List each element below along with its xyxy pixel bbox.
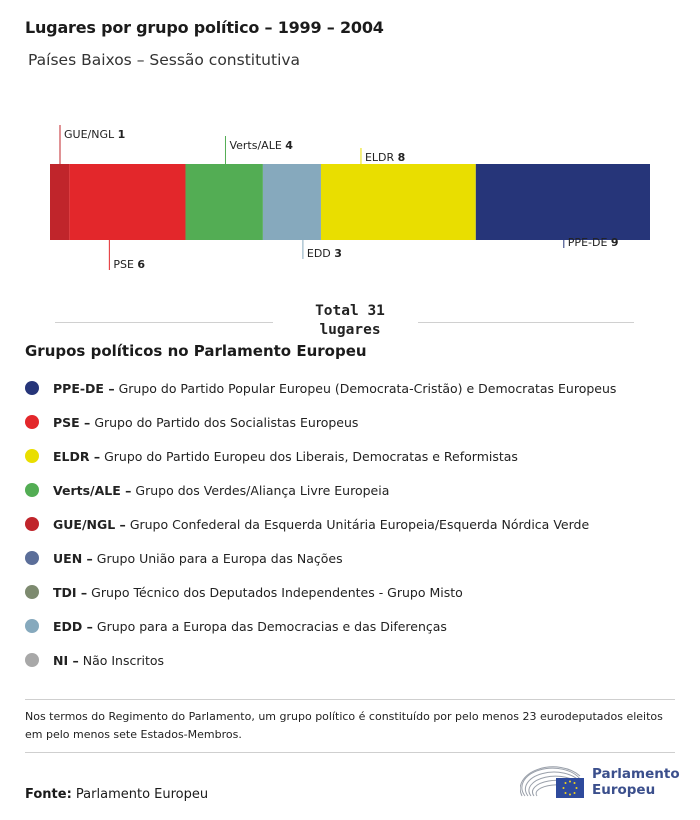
page-subtitle: Países Baixos – Sessão constitutiva	[28, 51, 301, 69]
legend-group-name: Grupo do Partido Popular Europeu (Democrata-Cristão) e Democratas Europeus	[118, 380, 617, 396]
legend-title: Grupos políticos no Parlamento Europeu	[25, 342, 367, 360]
total-seats-unit: lugares	[319, 322, 381, 338]
legend-color-dot	[25, 381, 39, 395]
footnote: Nos termos do Regimento do Parlamento, um grupo político é constituído por pelo menos 23 eurodeputados eleitos em pelo menos sete Estados-Membros.	[25, 710, 663, 741]
legend-group-name: Grupo Técnico dos Deputados Independentes - Grupo Misto	[91, 584, 463, 600]
legend-item	[25, 473, 616, 507]
bar-segment	[321, 164, 476, 240]
legend-color-dot	[25, 449, 39, 463]
legend-color-dot	[25, 483, 39, 497]
legend-color-dot	[25, 551, 39, 565]
legend-group-name: Grupo União para a Europa das Nações	[96, 550, 343, 566]
bar-segment	[50, 164, 69, 240]
legend-abbreviation: EDD –	[53, 618, 93, 634]
bar-label-value: 1	[117, 128, 126, 141]
legend-item	[25, 575, 616, 609]
bar-segment	[263, 164, 321, 240]
legend-group-name: Grupo para a Europa das Democracias e das Diferenças	[96, 618, 447, 634]
legend-group-name: Grupo dos Verdes/Aliança Livre Europeia	[135, 482, 390, 498]
legend-color-dot	[25, 517, 39, 531]
legend-abbreviation: NI –	[53, 652, 79, 668]
parliament-emblem-icon	[520, 762, 590, 802]
page-title: Lugares por grupo político – 1999 – 2004	[25, 18, 384, 37]
bar-label-value: 3	[334, 247, 342, 260]
legend-group-name: Grupo do Partido Europeu dos Liberais, Democratas e Reformistas	[104, 448, 518, 464]
legend-abbreviation: ELDR –	[53, 448, 101, 464]
logo-line2: Europeu	[592, 782, 656, 798]
source-label: Fonte:	[25, 787, 72, 802]
bar-label	[229, 139, 293, 152]
bar-label	[307, 247, 342, 260]
legend-item	[25, 439, 616, 473]
legend-abbreviation: GUE/NGL –	[53, 516, 126, 532]
legend	[25, 371, 616, 677]
legend-item	[25, 643, 616, 677]
bar-label-value: 6	[137, 258, 146, 271]
legend-color-dot	[25, 585, 39, 599]
legend-color-dot	[25, 653, 39, 667]
legend-item	[25, 609, 616, 643]
legend-item	[25, 405, 616, 439]
bar-label	[64, 128, 125, 141]
legend-abbreviation: UEN –	[53, 550, 93, 566]
bar-label-category: Verts/ALE	[229, 139, 286, 152]
source-text: Parlamento Europeu	[75, 787, 209, 802]
bar-label-value: 4	[285, 139, 293, 152]
logo-line1: Parlamento	[592, 766, 680, 782]
total-divider-right	[418, 322, 634, 323]
legend-color-dot	[25, 415, 39, 429]
legend-item	[25, 371, 616, 405]
legend-abbreviation: PPE-DE –	[53, 380, 115, 396]
total-seats-count: Total 31	[315, 303, 385, 319]
legend-item	[25, 541, 616, 575]
bar-label-category: ELDR	[364, 151, 398, 164]
bar-label-category: EDD	[306, 247, 335, 260]
legend-item	[25, 507, 616, 541]
seat-distribution-chart	[0, 110, 700, 280]
bar-label	[113, 258, 145, 271]
legend-group-name: Não Inscritos	[82, 652, 165, 668]
legend-abbreviation: Verts/ALE –	[53, 482, 132, 498]
bar-label-value: 9	[610, 236, 619, 249]
total-divider-left	[55, 322, 273, 323]
bar-segment	[476, 164, 650, 240]
legend-group-name: Grupo do Partido dos Socialistas Europeus	[94, 414, 359, 430]
note-divider-top	[25, 699, 675, 700]
logo-text	[592, 766, 680, 798]
legend-abbreviation: TDI –	[53, 584, 88, 600]
bar-label-value: 8	[397, 151, 406, 164]
total-seats	[0, 302, 700, 342]
legend-color-dot	[25, 619, 39, 633]
bar-label-category: GUE/NGL	[64, 128, 118, 141]
legend-group-name: Grupo Confederal da Esquerda Unitária Europeia/Esquerda Nórdica Verde	[129, 516, 590, 532]
bar-segment	[185, 164, 262, 240]
bar-label	[365, 151, 405, 164]
bar-label	[568, 236, 619, 249]
bar-segment	[69, 164, 185, 240]
bar-label-category: PPE-DE	[567, 236, 611, 249]
parliament-logo	[520, 762, 680, 802]
note-divider-bottom	[25, 752, 675, 753]
bar-label-category: PSE	[113, 258, 138, 271]
source	[25, 787, 208, 802]
total-label	[275, 302, 425, 340]
legend-abbreviation: PSE –	[53, 414, 91, 430]
